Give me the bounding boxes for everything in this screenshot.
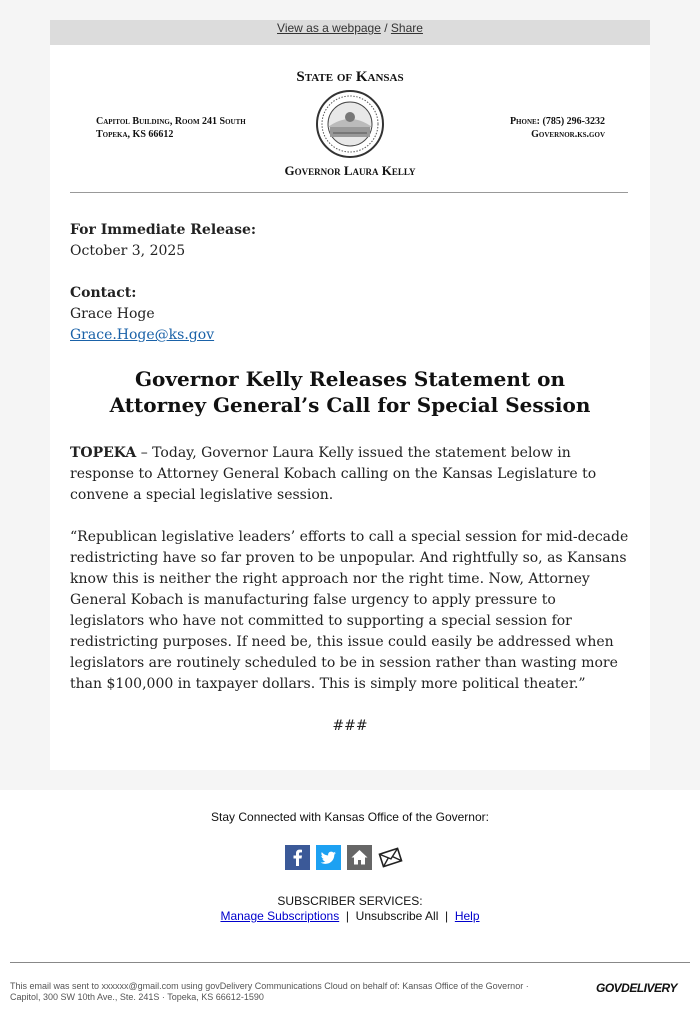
contact-name: Grace Hoge (70, 306, 155, 322)
subscriber-links (0, 909, 700, 923)
letterhead-divider (70, 192, 628, 193)
link-separator: | (445, 909, 449, 923)
quote-paragraph: “Republican legislative leaders’ efforts to call a special session for mid-decade redistricting have so far proven to be unpopular. And rightfully so, as Kansans know this is neither the right approach nor the right time. Now, Attorney General Kobach is manufacturing false urgency to apply pressure to legislators who have not committed to supporting a special session for redistricting purposes. If need be, this issue could easily be addressed when legislators are routinely scheduled to be in session rather than wasting more than $100,000 in taxpayer dollars. This is simply more political theater.” (70, 529, 629, 692)
legal-text (10, 981, 590, 1003)
topbar-separator: / (384, 21, 388, 35)
address-line-1: Capitol Building, Room 241 South (96, 116, 246, 127)
governor-name: Governor Laura Kelly (284, 163, 416, 178)
state-title: State of Kansas (296, 69, 404, 85)
email-footer (0, 790, 700, 1014)
view-share-bar (50, 20, 650, 45)
contact-email-link[interactable]: Grace.Hoge@ks.gov (70, 327, 215, 343)
unsubscribe-all-text[interactable]: Unsubscribe All (355, 909, 439, 923)
intro-text: – Today, Governor Laura Kelly issued the statement below in response to Attorney General Kobach calling on the Kansas Legislature to convene a special legislative session. (70, 445, 597, 503)
release-date: October 3, 2025 (70, 243, 186, 259)
link-separator: | (345, 909, 349, 923)
legal-line-1: This email was sent to xxxxxx@gmail.com using govDelivery Communications Cloud on behalf of: Kansas Office of the Governor · (10, 981, 529, 991)
address-line-2: Topeka, KS 66612 (96, 129, 174, 140)
manage-subscriptions-link[interactable]: Manage Subscriptions (220, 909, 340, 923)
intro-paragraph (70, 443, 630, 506)
release-body (70, 220, 630, 737)
email-icon[interactable] (378, 845, 403, 870)
headline-line-1: Governor Kelly Releases Statement on (134, 367, 566, 391)
press-release-card (50, 45, 650, 770)
contact-label: Contact: (70, 285, 137, 301)
stay-connected-text: Stay Connected with Kansas Office of the Governor: (211, 810, 489, 824)
kansas-seal-icon (315, 89, 385, 159)
twitter-icon[interactable] (316, 845, 341, 870)
social-links (285, 845, 403, 870)
headline (70, 366, 630, 418)
share-link[interactable]: Share (390, 21, 423, 35)
subscriber-services-title: SUBSCRIBER SERVICES: (277, 894, 423, 908)
help-link[interactable]: Help (454, 909, 480, 923)
home-icon[interactable] (347, 845, 372, 870)
end-mark: ### (332, 718, 368, 734)
footer-divider (10, 962, 690, 963)
office-contact (510, 115, 605, 141)
dateline: TOPEKA (70, 445, 137, 461)
view-as-webpage-link[interactable]: View as a webpage (277, 21, 381, 35)
govdelivery-logo: GOVDELIVERY (596, 981, 677, 995)
legal-line-2: Capitol, 300 SW 10th Ave., Ste. 241S · Topeka, KS 66612-1590 (10, 992, 264, 1002)
website: Governor.ks.gov (531, 129, 605, 140)
phone-number: Phone: (785) 296-3232 (509, 116, 605, 127)
facebook-icon[interactable] (285, 845, 310, 870)
headline-line-2: Attorney General’s Call for Special Session (109, 393, 591, 417)
release-label: For Immediate Release: (70, 222, 257, 238)
office-address (96, 115, 246, 141)
